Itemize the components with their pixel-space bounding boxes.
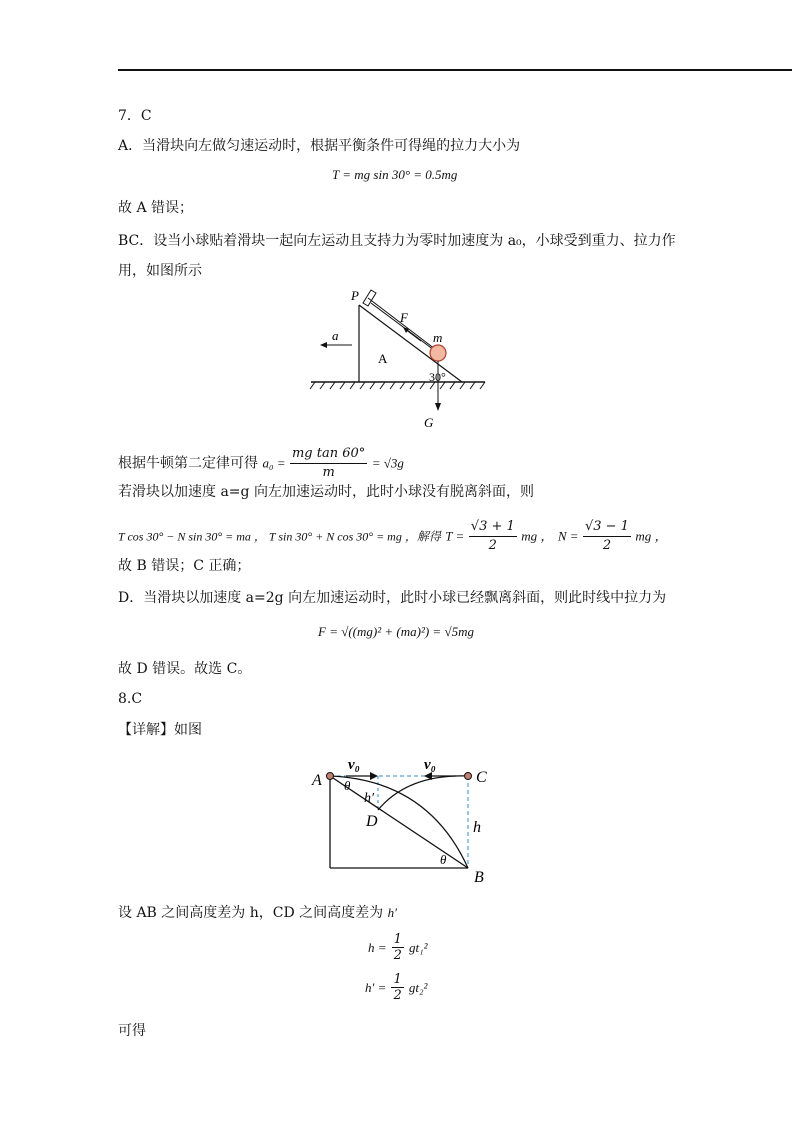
header-rule	[118, 69, 792, 71]
eq2-denominator: 2	[393, 988, 402, 1003]
label-d: D	[366, 813, 378, 830]
q7-bc-line-2: 用，如图所示	[118, 263, 202, 279]
q7-a-equation: T = mg sin 30° = 0.5mg	[332, 167, 458, 182]
eq2-fraction	[391, 972, 403, 1003]
eq1-fraction	[392, 932, 404, 963]
newton-text: 根据牛顿第二定律可得	[118, 455, 258, 472]
a0-rhs: = √3g	[371, 455, 404, 471]
q8-setup	[118, 904, 397, 922]
t-fraction	[469, 518, 517, 555]
q8-answer: 8.C	[118, 691, 143, 707]
label-g: G	[424, 415, 434, 430]
setup-var: h′	[387, 905, 397, 920]
a0-denominator: m	[322, 465, 335, 480]
label-angle: 30°	[429, 370, 446, 384]
eq-system: T cos 30° − N sin 30° = ma ， T sin 30° + N cos 30° = mg ，解得	[118, 529, 441, 544]
label-h: h	[473, 819, 481, 836]
eq2-numerator: 1	[393, 972, 402, 987]
n-fraction	[583, 518, 631, 555]
label-v0-left: v₀	[348, 757, 360, 773]
q8-detail: 【详解】如图	[118, 722, 202, 738]
eq2-lhs: h′ =	[365, 980, 387, 995]
eq2-rhs: gt₂²	[408, 980, 428, 995]
n-numerator: √3 − 1	[583, 518, 631, 537]
t-denominator: 2	[488, 538, 497, 553]
label-c: C	[476, 769, 487, 786]
n-denominator: 2	[602, 538, 612, 553]
incline-figure	[305, 285, 495, 435]
eq1-rhs: gt₁²	[409, 940, 428, 955]
q8-hence: 可得	[118, 1023, 146, 1039]
eq1-denominator: 2	[393, 948, 402, 963]
label-a: a	[332, 328, 339, 343]
eq1-lhs: h =	[368, 940, 387, 955]
projectile-figure	[308, 752, 503, 882]
q7-answer: 7．C	[118, 108, 152, 124]
eq1-numerator: 1	[393, 932, 402, 947]
t-lhs: T =	[445, 528, 465, 544]
q8-equation-2	[365, 972, 427, 1003]
setup-text: 设 AB 之间高度差为 h，CD 之间高度差为	[118, 905, 384, 921]
label-m: m	[433, 330, 443, 345]
label-p: P	[351, 288, 359, 303]
label-f: F	[400, 310, 408, 325]
n-rhs: mg ，	[635, 528, 668, 544]
q7-option-d: D．当滑块以加速度 a=2g 向左加速运动时，此时小球已经飘离斜面，则此时线中拉力为	[118, 590, 667, 606]
label-a: A	[312, 772, 322, 789]
q7-d-equation: F = √((mg)² + (ma)²) = √5mg	[318, 624, 474, 639]
q7-d-conclusion: 故 D 错误。故选 C。	[118, 661, 252, 677]
label-v0-right: v₀	[424, 757, 436, 773]
q7-ag-line: 若滑块以加速度 a=g 向左加速运动时，此时小球没有脱离斜面，则	[118, 484, 534, 500]
q7-a-conclusion: 故 A 错误；	[118, 200, 194, 216]
a0-numerator: mg tan 60°	[290, 445, 367, 464]
t-numerator: √3 + 1	[469, 518, 517, 537]
label-h-prime: h′	[364, 791, 375, 806]
q7-newton-line	[118, 445, 404, 482]
a0-fraction	[290, 445, 367, 482]
q7-equation-system	[118, 518, 668, 555]
label-theta-bottom: θ	[440, 852, 447, 867]
q7-option-a: A．当滑块向左做匀速运动时，根据平衡条件可得绳的拉力大小为	[118, 138, 521, 154]
t-rhs: mg ，	[521, 528, 554, 544]
label-block-a: A	[378, 351, 388, 366]
n-lhs: N =	[557, 528, 579, 544]
a0-lhs: a₀ =	[262, 455, 286, 471]
q8-equation-1	[368, 932, 428, 963]
q7-bc-conclusion: 故 B 错误；C 正确；	[118, 558, 251, 574]
label-theta-top: θ	[344, 778, 351, 793]
q7-bc-line-1: BC．设当小球贴着滑块一起向左运动且支持力为零时加速度为 a₀，小球受到重力、拉力作	[118, 233, 676, 249]
label-b: B	[474, 869, 484, 882]
